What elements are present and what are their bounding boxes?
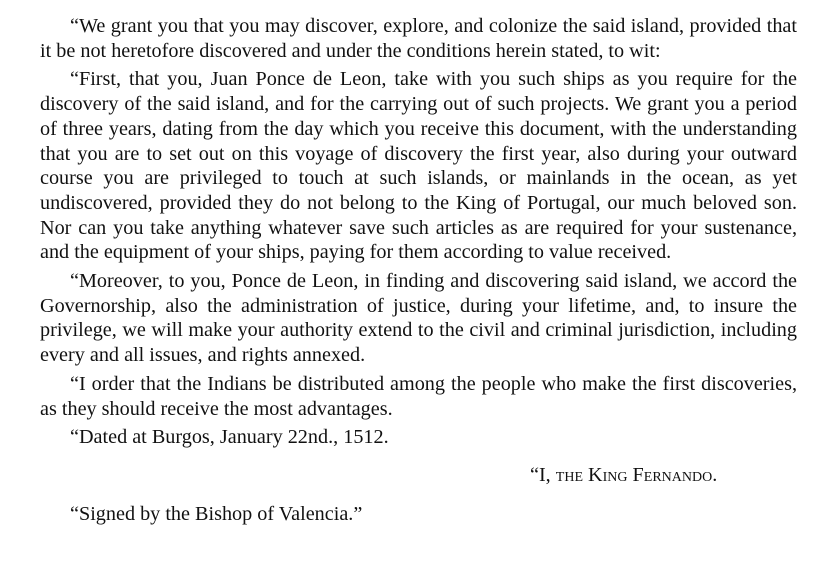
- signature-prefix: “I,: [530, 463, 556, 486]
- paragraph-first: “First, that you, Juan Ponce de Leon, take with you such ships as you require for the discovery of the said island, and for the carrying out of such projects. We grant you a period of three years, dating from the day which you receive this document, with the understanding that you are to set out on this voyage of discovery the first year, also during your outward course you are privileged to touch at such islands, or mainlands in the ocean, as yet undiscovered, provided they do not belong to the King of Portugal, our much beloved son. Nor can you take anything whatever save such articles as are required for your sustenance, and the equipment of your ships, paying for them according to value received.: [40, 68, 797, 264]
- signature-line: [40, 463, 797, 488]
- signature-name: the King Fernando.: [555, 463, 718, 486]
- dated-line: “Dated at Burgos, January 22nd., 1512.: [70, 426, 389, 449]
- paragraph-moreover: “Moreover, to you, Ponce de Leon, in finding and discovering said island, we accord the Governorship, also the administration of justice, during your lifetime, and, to insure the privilege, we will make your authority extend to the civil and criminal jurisdiction, including every and all issues, and rights annexed.: [40, 270, 797, 367]
- paragraph-grant: “We grant you that you may discover, explore, and colonize the said island, provided that it be not heretofore discovered and under the conditions herein stated, to wit:: [40, 15, 797, 62]
- paragraph-indians: “I order that the Indians be distributed among the people who make the first discoveries, as they should receive the most advantages.: [40, 372, 797, 420]
- signed-by-line: “Signed by the Bishop of Valencia.”: [70, 502, 363, 525]
